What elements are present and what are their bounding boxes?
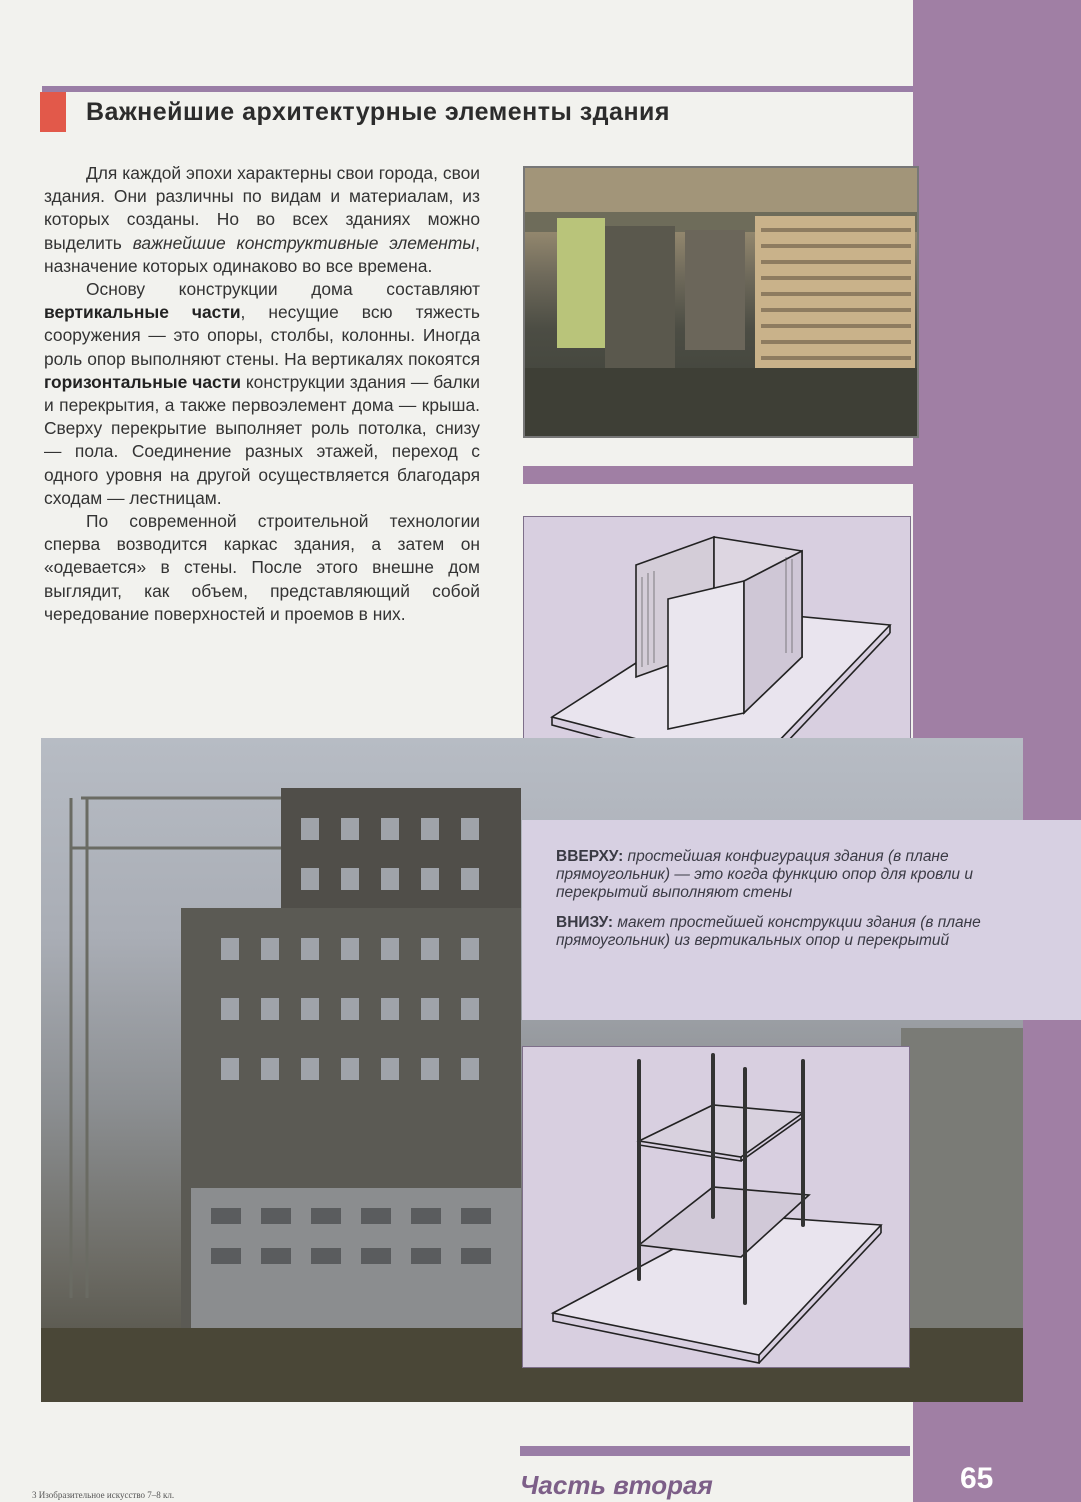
title-marker (40, 92, 66, 132)
p2-text-a: Основу конструкции дома составляют (86, 279, 480, 300)
caption-bottom (556, 914, 1026, 950)
photo-divider-band (523, 466, 913, 484)
p2-text-c: , несущие всю тяжесть сооружения — это опоры, столбы, колонны. Иногда роль опор выполняют стены. На вертикалях покоятся (44, 302, 480, 369)
caption-bottom-text: макет простейшей конструкции здания (в плане прямоугольник) из вертикальных опор и перекрытий (556, 914, 981, 949)
p1-text-b: , назначение которых одинаково во все времена. (44, 232, 480, 276)
paragraph-2 (44, 278, 480, 510)
figure-captions (556, 848, 1026, 962)
caption-top-label: ВВЕРХУ: (556, 848, 624, 865)
caption-bottom-label: ВНИЗУ: (556, 914, 614, 931)
footer-rule (520, 1446, 910, 1456)
title-rule (42, 86, 913, 92)
page-number-box (913, 1446, 1081, 1502)
body-text (44, 162, 480, 626)
diagram-frame-structure (522, 1046, 910, 1368)
p2-bold-horizontal: горизонтальные части (44, 371, 241, 392)
p1-emphasis: важнейшие конструктивные элементы (132, 232, 476, 253)
photo-apartment-blocks (523, 166, 919, 438)
paragraph-1 (44, 162, 480, 278)
page-number: 65 (960, 1462, 994, 1495)
part-title: Часть вторая (520, 1470, 713, 1500)
p2-bold-vertical: вертикальные части (44, 302, 241, 323)
diagram-frame-structure-drawing (523, 1047, 909, 1367)
photo-apartment-blocks-illustration (525, 168, 917, 436)
paragraph-3: По современной строительной технологии сперва возводится каркас здания, а затем он «одевается» в стены. После этого внешне дом выглядит, как объем, представляющий собой чередование поверхностей и проемов в них. (44, 511, 480, 624)
section-heading: Важнейшие архитектурные элементы здания (86, 98, 671, 126)
imprint-line: 3 Изобразительное искусство 7–8 кл. (32, 1490, 175, 1500)
p2-text-d: конструкции здания — балки и перекрытия, а также первоэлемент дома — крыша. Сверху перекрытие выполняет роль потолка, снизу — пола. Соединение разных этажей, переход с одного уровня на другой осуществляется благодаря сходам — лестницам. (44, 371, 480, 508)
caption-top (556, 848, 1026, 902)
caption-top-text: простейшая конфигурация здания (в плане прямоугольник) — это когда функцию опор для кровли и перекрытий выполняют стены (556, 848, 973, 901)
p1-text-a: Для каждой эпохи характерны свои города, свои здания. Они различны по видам и материалам, из которых созданы. Но во всех зданиях можно выделить (44, 163, 480, 253)
